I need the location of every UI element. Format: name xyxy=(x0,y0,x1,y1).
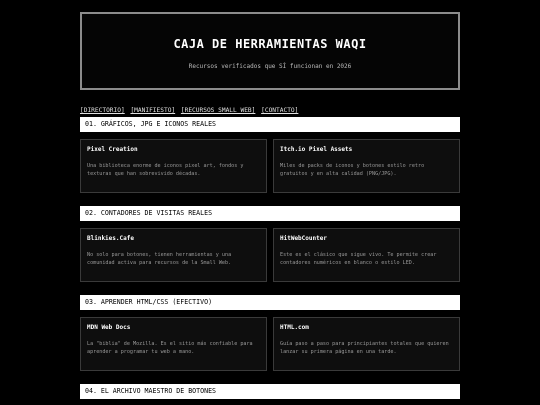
nav-manifiesto-link[interactable]: [MANIFIESTO] xyxy=(130,107,176,114)
section-title: 01. GRÁFICOS, JPG E ICONOS REALES xyxy=(80,117,460,132)
section-title: 03. APRENDER HTML/CSS (EFECTIVO) xyxy=(80,295,460,310)
site-header xyxy=(80,12,460,90)
resource-card[interactable] xyxy=(80,317,267,371)
resource-card[interactable] xyxy=(80,139,267,193)
site-title: CAJA DE HERRAMIENTAS WAQI xyxy=(173,37,367,51)
card-title: Itch.io Pixel Assets xyxy=(280,146,353,153)
card-description: La "biblia" de Mozilla. Es el sitio más confiable para aprender a programar tu web a mano. xyxy=(87,341,253,355)
resource-card[interactable] xyxy=(273,317,460,371)
page-container xyxy=(80,12,460,399)
card-description: Miles de packs de iconos y botones estilo retro gratuitos y en alta calidad (PNG/JPG). xyxy=(280,163,425,177)
card-description: Este es el clásico que sigue vivo. Te permite crear contadores numéricos en blanco o estilo LED. xyxy=(280,252,437,266)
card-grid xyxy=(80,139,460,193)
site-subtitle: Recursos verificados que SÍ funcionan en 2026 xyxy=(188,63,352,70)
card-title: Pixel Creation xyxy=(87,146,138,153)
section-contadores xyxy=(80,206,460,282)
resource-card[interactable] xyxy=(273,139,460,193)
section-aprender xyxy=(80,295,460,371)
card-description: Guía paso a paso para principiantes totales que quieren lanzar su primera página en una tarde. xyxy=(280,341,449,355)
card-grid xyxy=(80,228,460,282)
section-graficos xyxy=(80,117,460,193)
resource-card[interactable] xyxy=(80,228,267,282)
nav-contacto-link[interactable]: [CONTACTO] xyxy=(261,107,299,114)
main-nav xyxy=(80,107,460,117)
resource-card[interactable] xyxy=(273,228,460,282)
card-title: MDN Web Docs xyxy=(87,324,131,331)
card-description: Una biblioteca enorme de iconos pixel art, fondos y texturas que han sobrevivido décadas. xyxy=(87,163,244,177)
nav-recursos-small-web-link[interactable]: [RECURSOS SMALL WEB] xyxy=(180,107,256,114)
card-title: Blinkies.Cafe xyxy=(87,235,134,242)
section-title: 04. EL ARCHIVO MAESTRO DE BOTONES xyxy=(80,384,460,399)
nav-directorio-link[interactable]: [DIRECTORIO] xyxy=(80,107,125,114)
card-grid xyxy=(80,317,460,371)
card-title: HTML.com xyxy=(280,324,309,331)
section-title: 02. CONTADORES DE VISITAS REALES xyxy=(80,206,460,221)
card-description: No solo para botones, tienen herramientas y una comunidad activa para recursos de la Small Web. xyxy=(87,252,232,266)
card-title: HitWebCounter xyxy=(280,235,327,242)
section-archivo-botones xyxy=(80,384,460,399)
